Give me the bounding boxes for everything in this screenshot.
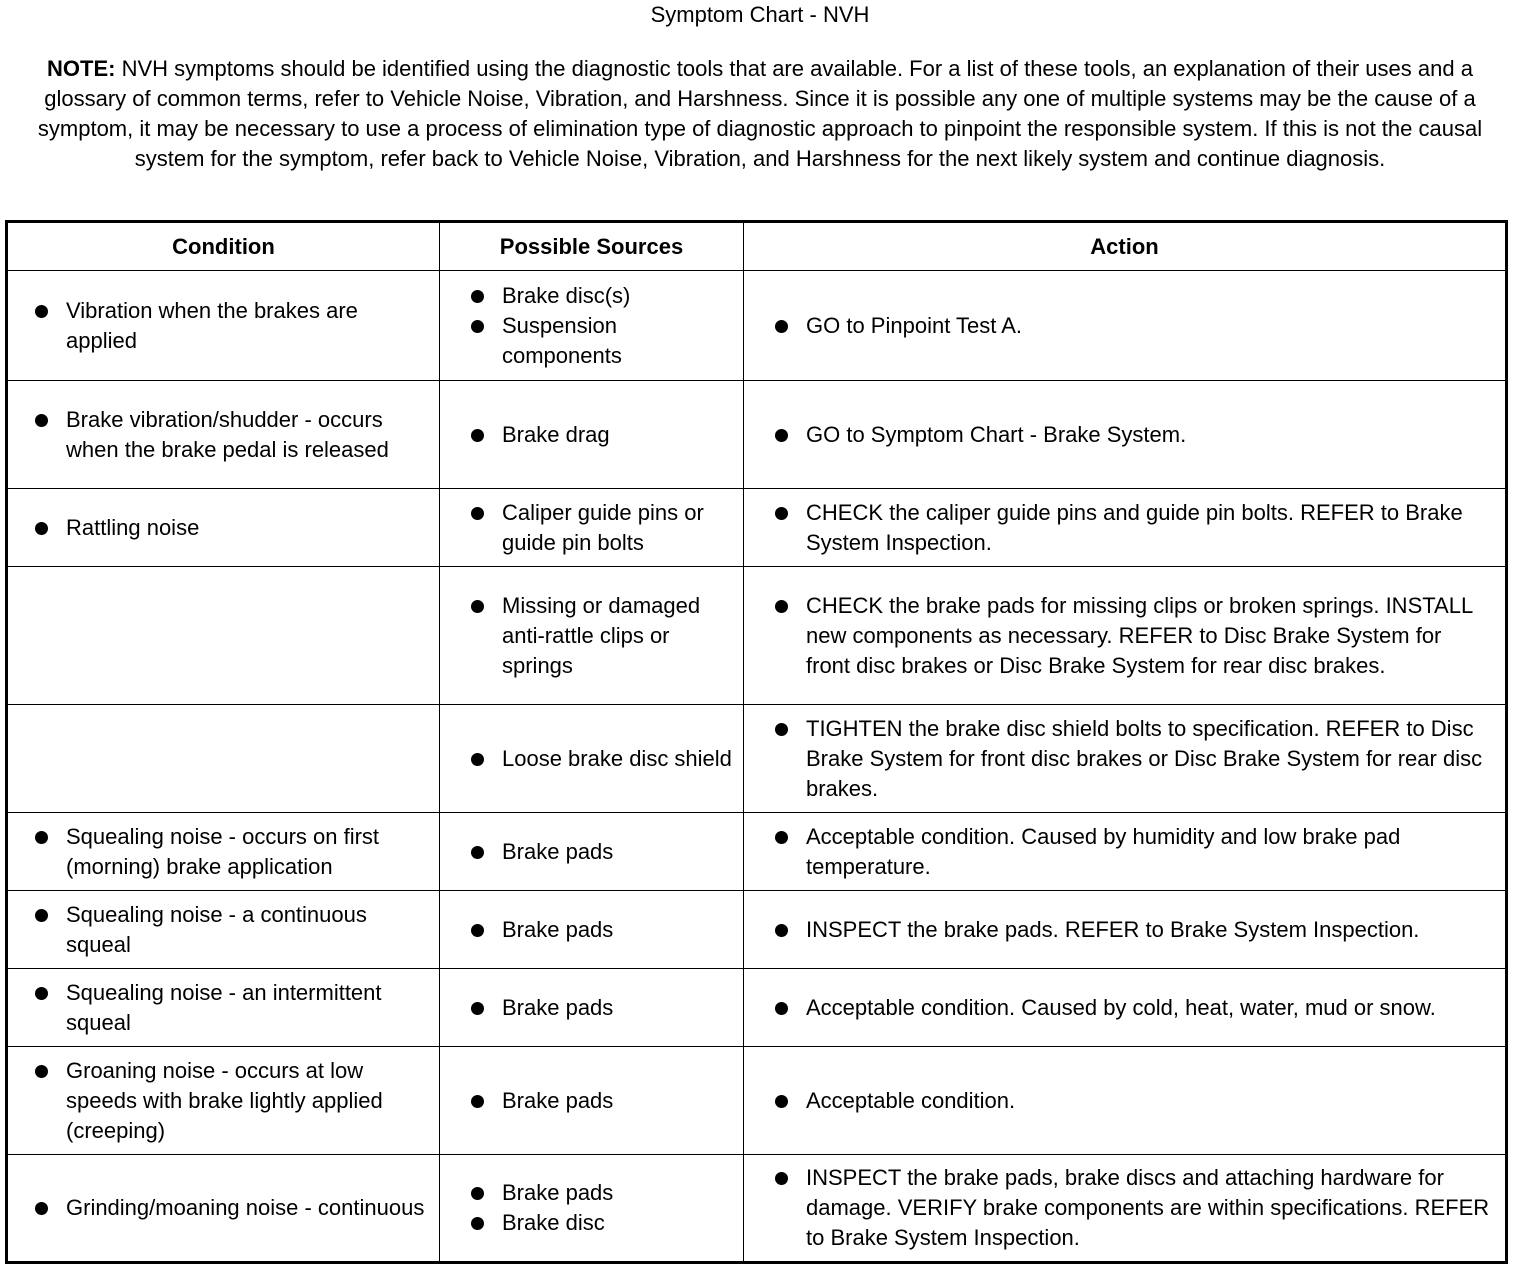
action-cell	[744, 813, 1507, 891]
bullet-item: Caliper guide pins or guide pin bolts	[464, 498, 733, 558]
bullet-item: Missing or damaged anti-rattle clips or springs	[464, 591, 733, 681]
bullet-item: Brake pads	[464, 1178, 733, 1208]
bullet-list	[28, 1056, 429, 1146]
condition-cell	[7, 813, 440, 891]
bullet-list	[464, 915, 733, 945]
bullet-item: TIGHTEN the brake disc shield bolts to specification. REFER to Disc Brake System for front disc brakes or Disc Brake System for rear disc brakes.	[768, 714, 1491, 804]
bullet-list	[28, 978, 429, 1038]
bullet-item: Brake pads	[464, 1086, 733, 1116]
table-row	[7, 567, 1507, 705]
note-label: NOTE:	[47, 56, 116, 81]
bullet-item: Loose brake disc shield	[464, 744, 733, 774]
bullet-list	[464, 993, 733, 1023]
bullet-list	[28, 900, 429, 960]
condition-cell	[7, 567, 440, 705]
action-cell	[744, 271, 1507, 381]
bullet-item: Brake drag	[464, 420, 733, 450]
condition-cell	[7, 489, 440, 567]
condition-cell	[7, 1155, 440, 1263]
bullet-list	[28, 1193, 429, 1223]
bullet-list	[464, 498, 733, 558]
bullet-list	[768, 915, 1491, 945]
bullet-item: Acceptable condition.	[768, 1086, 1491, 1116]
bullet-list	[464, 281, 733, 371]
bullet-item: INSPECT the brake pads. REFER to Brake System Inspection.	[768, 915, 1491, 945]
condition-cell	[7, 381, 440, 489]
bullet-item: Brake vibration/shudder - occurs when the brake pedal is released	[28, 405, 429, 465]
bullet-item: CHECK the caliper guide pins and guide pin bolts. REFER to Brake System Inspection.	[768, 498, 1491, 558]
header-action: Action	[744, 222, 1507, 271]
bullet-item: Brake disc	[464, 1208, 733, 1238]
sources-cell	[440, 969, 744, 1047]
action-cell	[744, 969, 1507, 1047]
table-row	[7, 489, 1507, 567]
table-header-row	[7, 222, 1507, 271]
bullet-list	[768, 822, 1491, 882]
action-cell	[744, 489, 1507, 567]
bullet-list	[768, 1163, 1491, 1253]
bullet-item: Suspension components	[464, 311, 733, 371]
bullet-item: GO to Symptom Chart - Brake System.	[768, 420, 1491, 450]
bullet-list	[28, 405, 429, 465]
bullet-list	[768, 993, 1491, 1023]
bullet-item: Groaning noise - occurs at low speeds with brake lightly applied (creeping)	[28, 1056, 429, 1146]
bullet-list	[464, 1178, 733, 1238]
bullet-list	[464, 1086, 733, 1116]
bullet-list	[464, 420, 733, 450]
bullet-list	[464, 591, 733, 681]
note-paragraph	[8, 54, 1512, 174]
bullet-list	[464, 744, 733, 774]
page-title: Symptom Chart - NVH	[650, 2, 870, 27]
sources-cell	[440, 813, 744, 891]
header-possible-sources: Possible Sources	[440, 222, 744, 271]
bullet-item: Squealing noise - an intermittent squeal	[28, 978, 429, 1038]
table-body	[7, 271, 1507, 1263]
table-row	[7, 1047, 1507, 1155]
bullet-list	[464, 837, 733, 867]
bullet-list	[28, 296, 429, 356]
bullet-item: Squealing noise - occurs on first (morning) brake application	[28, 822, 429, 882]
bullet-item: CHECK the brake pads for missing clips or broken springs. INSTALL new components as necessary. REFER to Disc Brake System for front disc brakes or Disc Brake System for rear disc brakes.	[768, 591, 1491, 681]
condition-cell	[7, 705, 440, 813]
action-cell	[744, 1155, 1507, 1263]
bullet-item: Vibration when the brakes are applied	[28, 296, 429, 356]
bullet-list	[28, 513, 429, 543]
action-cell	[744, 567, 1507, 705]
action-cell	[744, 891, 1507, 969]
bullet-list	[768, 1086, 1491, 1116]
sources-cell	[440, 271, 744, 381]
bullet-item: Grinding/moaning noise - continuous	[28, 1193, 429, 1223]
bullet-item: Acceptable condition. Caused by humidity and low brake pad temperature.	[768, 822, 1491, 882]
sources-cell	[440, 705, 744, 813]
bullet-list	[768, 311, 1491, 341]
table-row	[7, 1155, 1507, 1263]
bullet-item: Brake pads	[464, 837, 733, 867]
sources-cell	[440, 567, 744, 705]
bullet-list	[768, 714, 1491, 804]
condition-cell	[7, 969, 440, 1047]
bullet-item: Squealing noise - a continuous squeal	[28, 900, 429, 960]
header-condition: Condition	[7, 222, 440, 271]
condition-cell	[7, 271, 440, 381]
action-cell	[744, 705, 1507, 813]
table-row	[7, 271, 1507, 381]
sources-cell	[440, 381, 744, 489]
action-cell	[744, 1047, 1507, 1155]
bullet-list	[768, 498, 1491, 558]
sources-cell	[440, 489, 744, 567]
bullet-list	[768, 420, 1491, 450]
condition-cell	[7, 891, 440, 969]
bullet-item: Brake pads	[464, 915, 733, 945]
sources-cell	[440, 1155, 744, 1263]
table-row	[7, 381, 1507, 489]
action-cell	[744, 381, 1507, 489]
symptom-chart-table	[5, 220, 1508, 1264]
bullet-item: INSPECT the brake pads, brake discs and attaching hardware for damage. VERIFY brake components are within specifications. REFER to Brake System Inspection.	[768, 1163, 1491, 1253]
sources-cell	[440, 891, 744, 969]
note-text: NVH symptoms should be identified using the diagnostic tools that are available. For a list of these tools, an explanation of their uses and a glossary of common terms, refer to Vehicle Noise, Vibration, and Harshness. Since it is possible any one of multiple systems may be the cause of a symptom, it may be necessary to use a process of elimination type of diagnostic approach to pinpoint the responsible system. If this is not the causal system for the symptom, refer back to Vehicle Noise, Vibration, and Harshness for the next likely system and continue diagnosis.	[37, 56, 1483, 171]
sources-cell	[440, 1047, 744, 1155]
bullet-item: Rattling noise	[28, 513, 429, 543]
bullet-item: Brake pads	[464, 993, 733, 1023]
bullet-list	[28, 822, 429, 882]
table-row	[7, 705, 1507, 813]
table-row	[7, 891, 1507, 969]
bullet-list	[768, 591, 1491, 681]
bullet-item: GO to Pinpoint Test A.	[768, 311, 1491, 341]
condition-cell	[7, 1047, 440, 1155]
table-row	[7, 969, 1507, 1047]
table-row	[7, 813, 1507, 891]
bullet-item: Brake disc(s)	[464, 281, 733, 311]
bullet-item: Acceptable condition. Caused by cold, heat, water, mud or snow.	[768, 993, 1491, 1023]
